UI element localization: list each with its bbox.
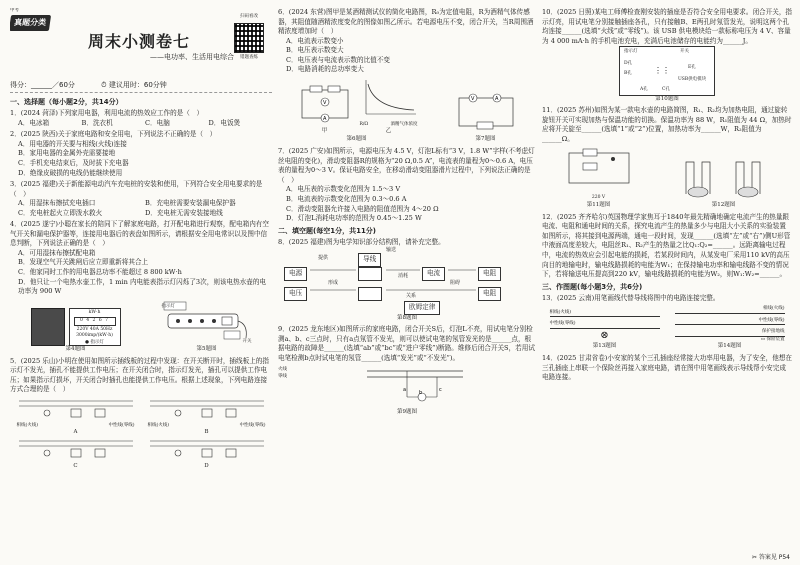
figure-6-circuit [296, 84, 354, 124]
circuit-a-diagram [17, 397, 135, 419]
svg-text:V: V [470, 96, 474, 103]
electric-meter: kW·h 0 4 2 6 7 220V 40A 50Hz 3000imp/(kW·h) ● 指示灯 [69, 308, 121, 346]
answer-reference: ✂ 答案见 P54 [751, 554, 790, 562]
section-title: 三、作图题(每小题3分，共6分) [542, 282, 643, 291]
figure-10 [542, 46, 792, 96]
blank-node[interactable] [358, 267, 382, 281]
svg-text:b: b [419, 390, 423, 397]
figure-7: V A 第7题图 [453, 92, 519, 144]
figure-11: 220 V 第11题图 [563, 147, 635, 209]
page-header [10, 8, 272, 80]
svg-text:A: A [494, 96, 498, 103]
circuit-d-diagram [148, 437, 266, 459]
diagram-arrows [278, 249, 528, 313]
power-strip-drawing [162, 300, 252, 342]
figure-12: 第12题图 [676, 154, 772, 210]
figure-11-circuit [563, 147, 635, 191]
question-8: 8．(2025 福建)图为电学知识部分结构图，请补充完整。 电源 导线 电流 电阻 电压 电阻 欧姆定律 提供 输送 形成 阻碍 关系 消耗 第8题图 [278, 238, 536, 324]
brand-badge: 中考 真题分类 [10, 8, 50, 30]
column-right [542, 8, 792, 553]
figures-6-7 [278, 78, 536, 144]
question-1: 1．(2024 菏泽)下列家用电器，利用电流的热效应工作的是（ ） A．电冰箱 B．洗衣机 C．电脑 D．电饭煲 [10, 109, 241, 127]
figure-9: a b c 火线 零线 第9题图 [278, 363, 536, 417]
circuit-option-c[interactable]: C [17, 437, 135, 471]
figure-13: 相线(火线) 中性线(零线) ⊗ 第13题图 [550, 310, 660, 352]
svg-text:c: c [439, 387, 442, 394]
lamp-icon: ⊗ [600, 329, 609, 341]
question-13: 13．(2025 云南)用笔画线代替导线将图中的电路连接完整。 相线(火线) 中性线(零线) ⊗ 第13题图 相线(火线) 中性线(零线) 保护接地线 ▭ 保险装置 第14题图 [542, 294, 792, 352]
figure-9-circuit [347, 363, 467, 405]
question-3: 3．(2025 福建)关于新能源电动汽车充电桩的安装和使用，下列符合安全用电要求的是（ ） A．用湿抹布擦拭充电插口 B．充电桩需要安装漏电保护器 C．充电桩起火立即泼水救火 D．充电桩无需安装接地线 [10, 180, 263, 217]
socket-holes-icon: ⋮⋮ [654, 66, 670, 76]
scissors-icon: ✂ [751, 554, 757, 562]
figure-14: 相线(火线) 中性线(零线) 保护接地线 ▭ 保险装置 第14题图 [675, 306, 785, 351]
question-5: 5．(2025 乐山)小明在使用如图所示插线板的过程中发现：在开关断开时，插线板上的指示灯不发光，插孔不能提供工作电压；在开关闭合时，指示灯发光，插孔可以提供工作电压；如果指示灯损坏，开关闭合时插孔也能提供工作电压。根据上述现象，下列电路连接方式合理的是（ ） 相线(火线) 中性线(零线) A 相线(火线) 中性线(零线) B C D [10, 357, 272, 472]
figure-12-apparatus [676, 154, 772, 198]
figures-13-14 [542, 306, 792, 351]
blank-node[interactable] [358, 287, 382, 301]
question-10: 10．(2025 日照)某电工师傅检查刚安装的插座是否符合安全用电要求。闭合开关，指示灯亮，用试电笔分别接触插座各孔，只有接触B、E两孔时氖管发光，说明这两个孔均连接______(选填“火线”或“零线”)。该 USB 供电模块给一款标称电压为 4 V、容量为 4 000 mA·h 的手机电池充电，充满后电池储存的电能约为______J。 指示灯 开关 D孔 B孔 E孔 A孔 C孔 USB供电模块 ⋮⋮ 第10题图 [542, 8, 792, 103]
section-title: 二、填空题(每空1分，共11分) [278, 226, 377, 235]
question-4: 4．(2025 遂宁)小聪在家长的陪同下了解家庭电路，打开配电箱进行观察，配电箱内有空气开关和漏电保护器等，连接用电器后的表盘如图所示，请根据安全用电常识以及图中信息判断，下列说法正确的是（ ） A．可用湿抹布擦拭配电箱 B．发现空气开关跳闸后应立即重新将其合上 C．他家同时工作的用电器总功率不能超过 8 800 kW·h D．他只让一个电热水壶工作，1 min 内电能表指示灯闪烁了3次，则该电热水壶的电功率为 900 W [10, 220, 269, 296]
circuit-option-d[interactable]: D [148, 437, 266, 471]
column-middle [278, 8, 536, 553]
clock-icon: ⏱ [101, 81, 107, 89]
question-12: 12．(2025 齐齐哈尔)英国物理学家焦耳于1840年最先精确地确定电流产生的热量跟电流、电阻和通电时间的关系，探究电流产生的热量多少与电阻大小关系的实验装置如图所示，将其接到电源两端，通电一段时间，发现______(选填“左”或“右”)侧U形管中液面高度差较大，电阻丝R₁、R₂产生的热量之比Q₁:Q₂=______。远距离输电过程中，电流的热效应会引起电能的损耗，若某段时间内，从某发电厂采用110 kV的高压向目的地输电时，输电线路损耗的电能为W₁；在保持输电功率和输电线路不变的情况下，若将输送电压提高到220 kV，输电线路损耗的电能为W₂，则W₁:W₂=______。 [542, 212, 791, 279]
svg-text:V: V [322, 100, 326, 107]
qr-image [234, 23, 264, 53]
svg-text:a: a [403, 387, 407, 394]
page-title: 周末小测卷七 [88, 32, 191, 51]
question-11: 11．(2025 苏州)如图为某一款电水壶的电路简图，R₁、R₂均为加热电阻，通过旋转旋钮开关可实现加热与保温功能的切换。保温功率为 88 W，R₁阻值为 44 Ω，加热时应将开关旋至______(选填“1”或“2”)位置，加热功率为______W，R₂阻值为______Ω。 220 V 第11题图 第12题图 [542, 106, 792, 208]
question-6: 6．(2024 东营)图甲是某酒精测试仪的简化电路图，R₀为定值电阻，R为酒精气体传感器，其阻值随酒精浓度变化的图像如图乙所示。若电源电压不变，闭合开关，当R周围酒精浓度增加时（ ） A．电流表示数变小 B．电压表示数变大 C．电压表与电流表示数的比值不变 D．电路消耗的总功率变大 [278, 8, 534, 74]
column-left [10, 8, 272, 553]
page-subtitle: ——电功率、生活用电综合 [150, 53, 234, 61]
figure-6-graph [360, 78, 418, 118]
section-title: 一、选择题（每小题2分，共14分） [10, 98, 123, 107]
circuit-b-diagram [148, 397, 266, 419]
qr-code[interactable]: 扫码看改 错题查练 [232, 14, 266, 61]
knowledge-diagram: 电源 导线 电流 电阻 电压 电阻 欧姆定律 提供 输送 形成 阻碍 关系 消耗 [278, 249, 536, 313]
figures-4-5 [10, 300, 272, 354]
question-14: 14．(2025 甘肃省卷)小安家的某个三孔插座经常接大功率用电器，为了安全，他想在三孔插座上串联一个保险丝再接入家庭电路，请在图中用笔画线表示导线帮小安完成电路连接。 [542, 354, 792, 382]
distribution-box-photo [31, 308, 65, 346]
question-2: 2．(2025 陕西)关于家庭电路和安全用电，下列说法不正确的是（ ） A．用电器的开关要与相线(火线)连接 B．家用电器的金属外壳需要接地 C．手机充电结束后，及时拔下充电器 D．绝缘皮破损的电线仍能继续使用 [10, 130, 217, 177]
q5-circuits [10, 397, 272, 471]
socket-panel: 指示灯 开关 D孔 B孔 E孔 A孔 C孔 USB供电模块 ⋮⋮ [619, 46, 715, 96]
fuse-icon: ▭ [760, 336, 766, 342]
score-line: 得分：______／60分 ⏱ 建议用时：60分钟 [10, 80, 272, 93]
figure-6: A V 甲 R/Ω 酒精气体浓度 乙 第6题图 [296, 78, 418, 144]
indicator-led-icon: ● [85, 339, 89, 345]
circuit-option-b[interactable]: 相线(火线) 中性线(零线) B [148, 397, 266, 437]
svg-text:A: A [322, 116, 326, 123]
figure-7-circuit [453, 92, 519, 132]
figure-4: kW·h 0 4 2 6 7 220V 40A 50Hz 3000imp/(kW·h) ● 指示灯 第4题图 [31, 308, 121, 354]
question-7: 7．(2025 广安)如图所示，电源电压为 4.5 V，灯泡L标有“3 V，1.8 W”字样(不考虑灯丝电阻的变化)，滑动变阻器R的规格为“20 Ω,0.5 A”，电流表的量程为0～0.6 A，电压表的量程为0～3 V。保证电路安全，在移动滑动变阻器滑片过程中，下列说法正确的是（ ） A．电压表的示数变化范围为 1.5～3 V B．电流表的示数变化范围为 0.3～0.6 A C．滑动变阻器允许接入电路的阻值范围为 4～20 Ω D．灯泡L消耗电功率的范围为 0.45～1.25 W [278, 147, 535, 223]
circuit-option-a[interactable]: 相线(火线) 中性线(零线) A [17, 397, 135, 437]
figure-5: 指示灯 开关 第5题图 [162, 300, 252, 354]
question-9: 9．(2025 龙东地区)如图所示的家庭电路，闭合开关S后，灯泡L不亮，用试电笔分别检测a、b、c三点时，只有a点氖管不发光，则可以使试电笔的氖管发光的是______点，根据电路的故障是______(选填“ab”或“bc”或“进户零线”)断路。维修后闭合开关S，若用试电笔检测b点时试电笔的氖管______(选填“发光”或“不发光”)。 a b c 火线 零线 第9题图 [278, 325, 535, 416]
figures-11-12 [542, 147, 792, 209]
circuit-c-diagram [17, 437, 135, 459]
